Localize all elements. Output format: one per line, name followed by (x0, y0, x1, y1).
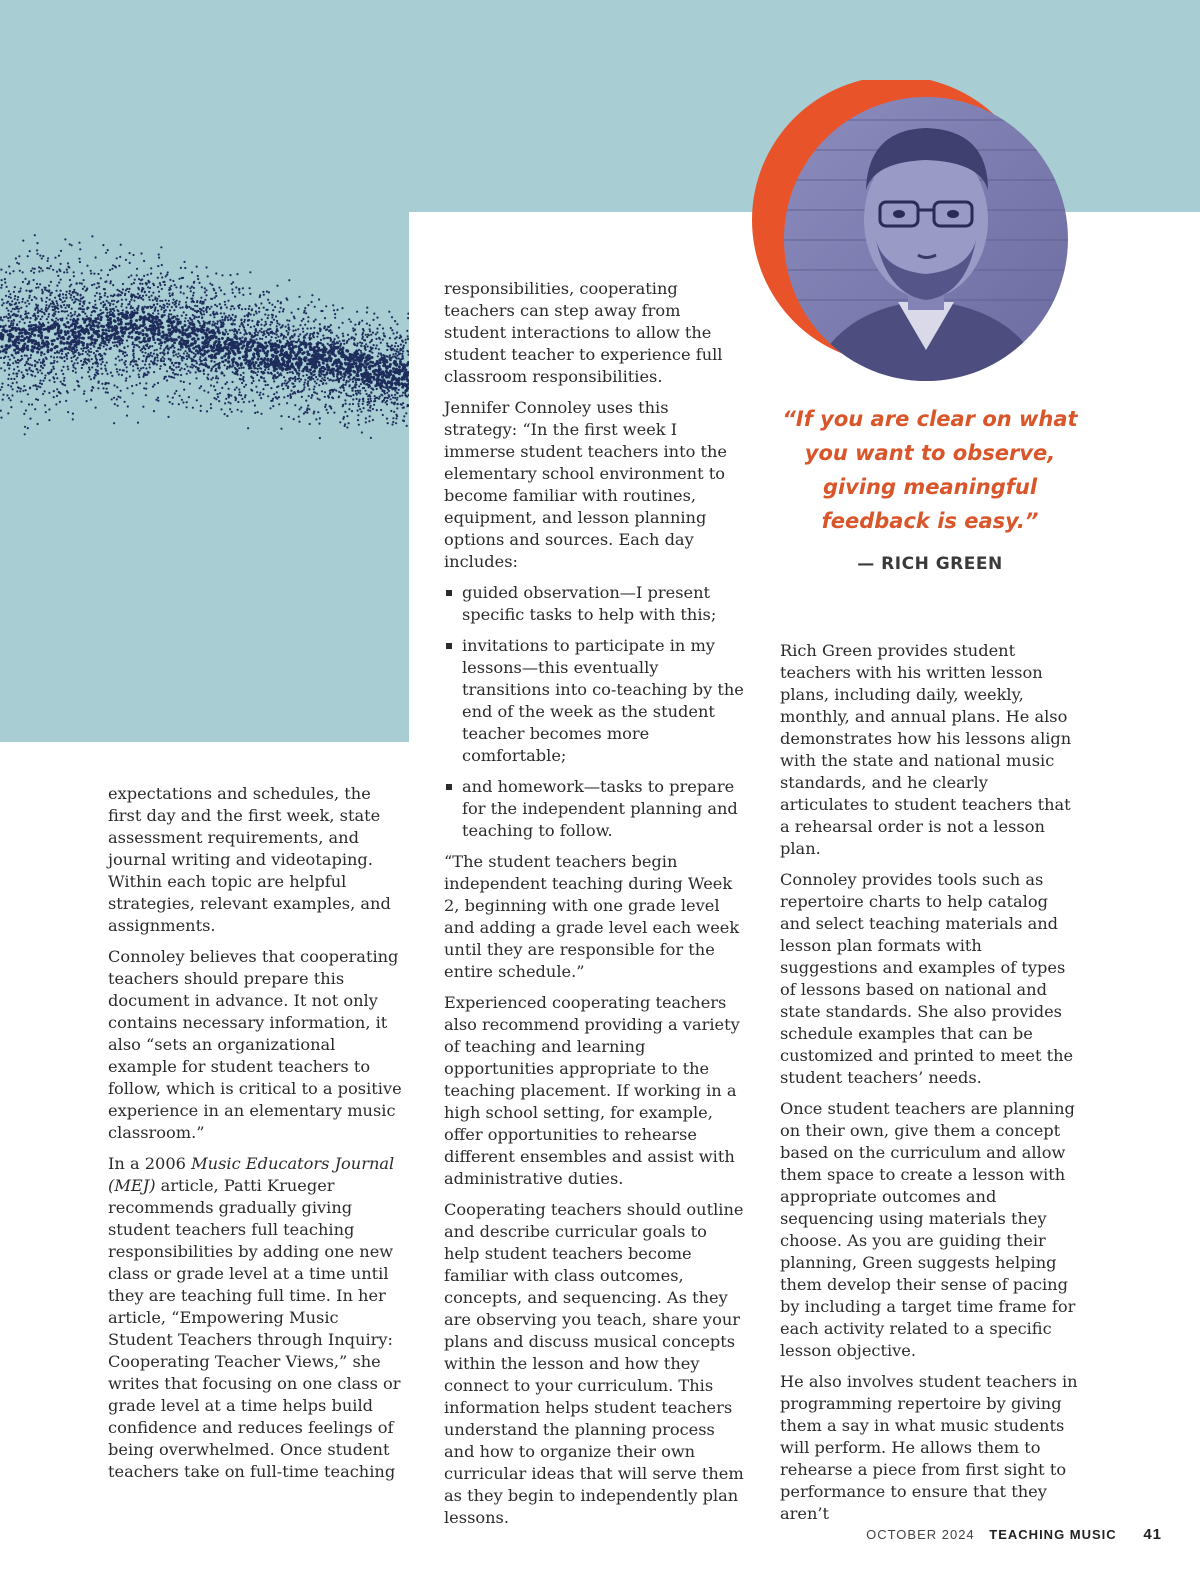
col3-paragraph-1: Rich Green provides student teachers with his written lesson plans, including daily, weekly, monthly, and annual plans. He also demonstrates how his lessons align with the state and national music standards, and he clearly articulates to student teachers that a rehearsal order is not a lesson plan. (780, 641, 1072, 858)
pull-quote (780, 402, 1080, 574)
col1-p3-start: In a 2006 (108, 1154, 192, 1173)
page-number: 41 (1143, 1526, 1162, 1543)
column-2 (444, 278, 744, 1538)
col2-paragraph-2: Jennifer Connoley uses this strategy: “In the first week I immerse student teachers into the elementary school environment to become familiar with routines, equipment, and lesson planning options and sources. Each day includes: (444, 398, 727, 571)
col1-p3-rest: article, Patti Krueger recommends gradually giving student teachers full teaching responsibilities by adding one new class or grade level at a time until they are teaching full time. In her article, “Empowering Music Student Teachers through Inquiry: Cooperating Teacher Views,” she writes that focusing on one class or grade level at a time helps build confidence and reduces feelings of being overwhelmed. Once student teachers take on full-time teaching (108, 1176, 401, 1481)
col2-paragraph-5: Cooperating teachers should outline and describe curricular goals to help student teachers become familiar with class outcomes, concepts, and sequencing. As they are observing you teach, share your plans and discuss musical concepts within the lesson and how they connect to your curriculum. This information helps student teachers understand the planning process and how to organize their own curricular ideas that will serve them as they begin to independently plan lessons. (444, 1200, 744, 1527)
portrait-container (748, 80, 1078, 390)
column-3 (780, 640, 1080, 1534)
list-item: invitations to participate in my lessons—this eventually transitions into co-teaching by the end of the week as the student teacher becomes more comfortable; (444, 635, 744, 767)
col3-paragraph-2: Connoley provides tools such as repertoire charts to help catalog and select teaching materials and lesson plan formats with suggestions and examples of types of lessons based on national and state standards. She also provides schedule examples that can be customized and printed to meet the student teachers’ needs. (780, 870, 1074, 1087)
col2-paragraph-3: “The student teachers begin independent teaching during Week 2, beginning with one grade level and adding a grade level each week until they are responsible for the entire schedule.” (444, 852, 740, 981)
col3-paragraph-3: Once student teachers are planning on their own, give them a concept based on the curriculum and allow them space to create a lesson with appropriate outcomes and sequencing using materials they choose. As you are guiding their planning, Green suggests helping them develop their sense of pacing by including a target time frame for each activity related to a specific lesson objective. (780, 1099, 1076, 1360)
dot-wave-illustration (0, 225, 409, 495)
footer-date: OCTOBER 2024 (866, 1527, 975, 1542)
col1-paragraph-2: Connoley believes that cooperating teachers should prepare this document in advance. It not only contains necessary information, it also “sets an organizational example for student teachers to follow, which is critical to a positive experience in an elementary music classroom.” (108, 947, 402, 1142)
column-1 (108, 783, 408, 1492)
pull-quote-text: “If you are clear on what you want to observe, giving meaningful feedback is easy.” (782, 407, 1078, 533)
col2-paragraph-4: Experienced cooperating teachers also recommend providing a variety of teaching and learning opportunities appropriate to the teaching placement. If working in a high school setting, for example, offer opportunities to rehearse different ensembles and assist with administrative duties. (444, 993, 740, 1188)
page-footer (866, 1526, 1162, 1543)
footer-magazine-name: TEACHING MUSIC (989, 1527, 1117, 1542)
col3-paragraph-4: He also involves student teachers in programming repertoire by giving them a say in what music students will perform. He allows them to rehearse a piece from first sight to performance to ensure that they aren’t (780, 1372, 1078, 1523)
list-item: and homework—tasks to prepare for the independent planning and teaching to follow. (444, 776, 744, 842)
portrait-illustration (748, 80, 1078, 390)
pull-quote-attribution: — RICH GREEN (857, 554, 1003, 574)
mej-title: Music Educators Journal (MEJ) (108, 1154, 395, 1195)
col1-paragraph-1: expectations and schedules, the first day and the first week, state assessment requirements, and journal writing and videotaping. Within each topic are helpful strategies, relevant examples, and assignments. (108, 784, 391, 935)
list-item: guided observation—I present specific tasks to help with this; (444, 582, 744, 626)
col2-paragraph-1: responsibilities, cooperating teachers can step away from student interactions to allow the student teacher to experience full classroom responsibilities. (444, 279, 723, 386)
daily-activities-list (444, 582, 744, 842)
col1-paragraph-3 (108, 1153, 408, 1483)
